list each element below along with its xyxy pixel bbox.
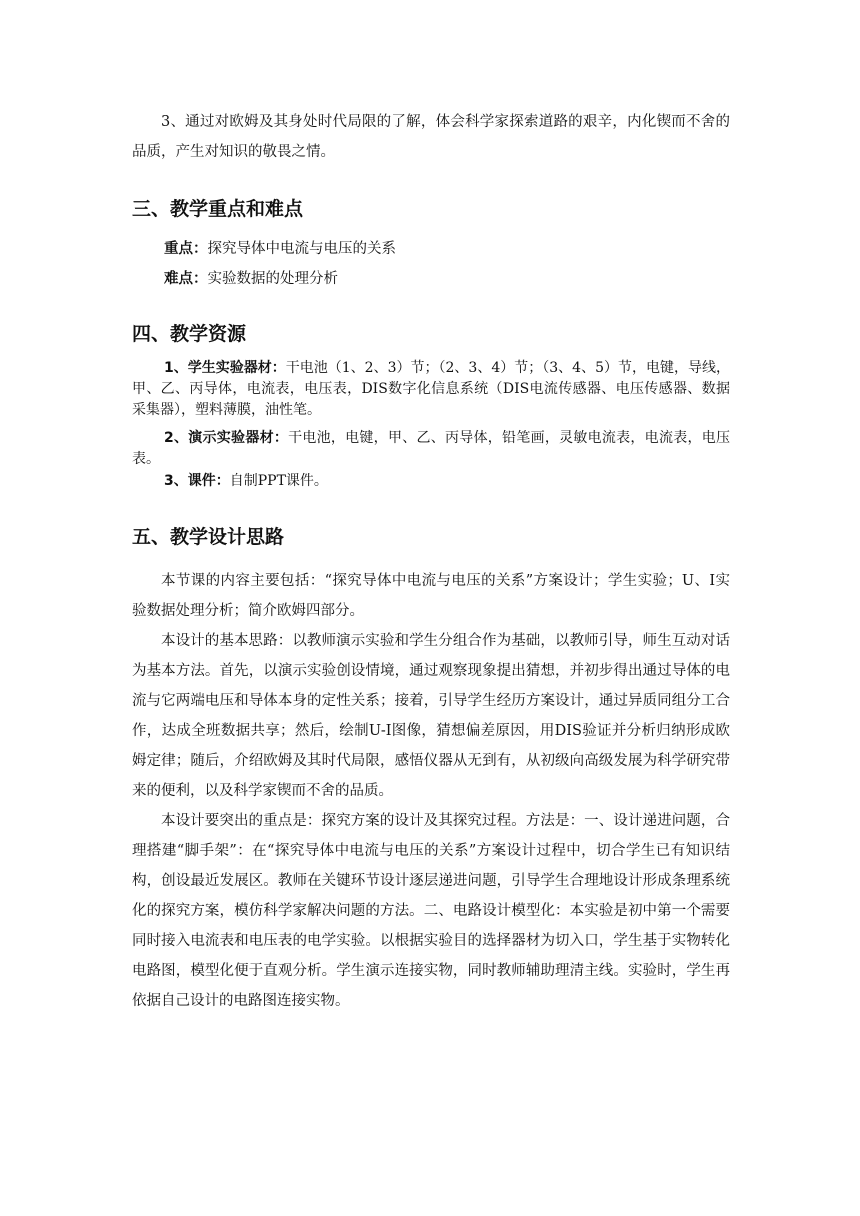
focus-line <box>164 238 396 260</box>
difficulty-label: 难点： <box>164 271 208 287</box>
focus-text: 探究导体中电流与电压的关系 <box>207 241 396 257</box>
section-4-heading: 四、教学资源 <box>132 323 247 345</box>
design-paragraph-2: 本设计的基本思路：以教师演示实验和学生分组合作为基础，以教师引导，师生互动对话为基本方法。首先，以演示实验创设情境，通过观察现象提出猜想，并初步得出通过导体的电流与它两端电压和导体本身的定性关系；接着，引导学生经历方案设计，通过异质同组分工合作，达成全班数据共享；然后，绘制U-I图像，猜想偏差原因，用DIS验证并分析归纳形成欧姆定律；随后，介绍欧姆及其时代局限，感悟仪器从无到有，从初级向高级发展为科学研究带来的便利，以及科学家锲而不舍的品质。 <box>132 633 730 799</box>
difficulty-text: 实验数据的处理分析 <box>207 271 338 287</box>
section-5-heading: 五、教学设计思路 <box>132 526 285 548</box>
difficulty-line <box>164 268 338 290</box>
resource-item-student-equipment <box>132 358 730 421</box>
resource-text: 自制PPT课件。 <box>229 473 328 489</box>
section-3-heading: 三、教学重点和难点 <box>132 198 304 220</box>
resource-label: 2、演示实验器材： <box>164 430 289 446</box>
resource-label: 3、课件： <box>164 473 230 489</box>
design-paragraph-3: 本设计要突出的重点是：探究方案的设计及其探究过程。方法是：一、设计递进问题，合理搭建“脚手架”：在“探究导体中电流与电压的关系”方案设计过程中，切合学生已有知识结构，创设最近发展区。教师在关键环节设计逐层递进问题，引导学生合理地设计形成条理系统化的探究方案，模仿科学家解决问题的方法。二、电路设计模型化：本实验是初中第一个需要同时接入电流表和电压表的电学实验。以根据实验目的选择器材为切入口，学生基于实物转化电路图，模型化便于直观分析。学生演示连接实物，同时教师辅助理清主线。实验时，学生再依据自己设计的电路图连接实物。 <box>132 813 730 1009</box>
design-paragraph-1: 本节课的内容主要包括：“探究导体中电流与电压的关系”方案设计；学生实验；U、I实验数据处理分析；简介欧姆四部分。 <box>132 573 730 619</box>
focus-label: 重点： <box>164 241 208 257</box>
resource-text: 干电池（1、2、3）节；（2、3、4）节；（3、4、5）节，电键，导线，甲、乙、丙导体，电流表，电压表，DIS数字化信息系统（DIS电流传感器、电压传感器、数据采集器），塑料薄膜，油性笔。 <box>132 360 730 418</box>
resource-item-courseware <box>132 471 730 492</box>
resource-text: 干电池，电键，甲、乙、丙导体，铅笔画，灵敏电流表，电流表，电压表。 <box>132 430 730 467</box>
resource-item-demo-equipment <box>132 428 730 470</box>
resource-label: 1、学生实验器材： <box>164 360 286 376</box>
objective-item-3: 3、通过对欧姆及其身处时代局限的了解，体会科学家探索道路的艰辛，内化锲而不舍的品质，产生对知识的敬畏之情。 <box>132 114 730 160</box>
